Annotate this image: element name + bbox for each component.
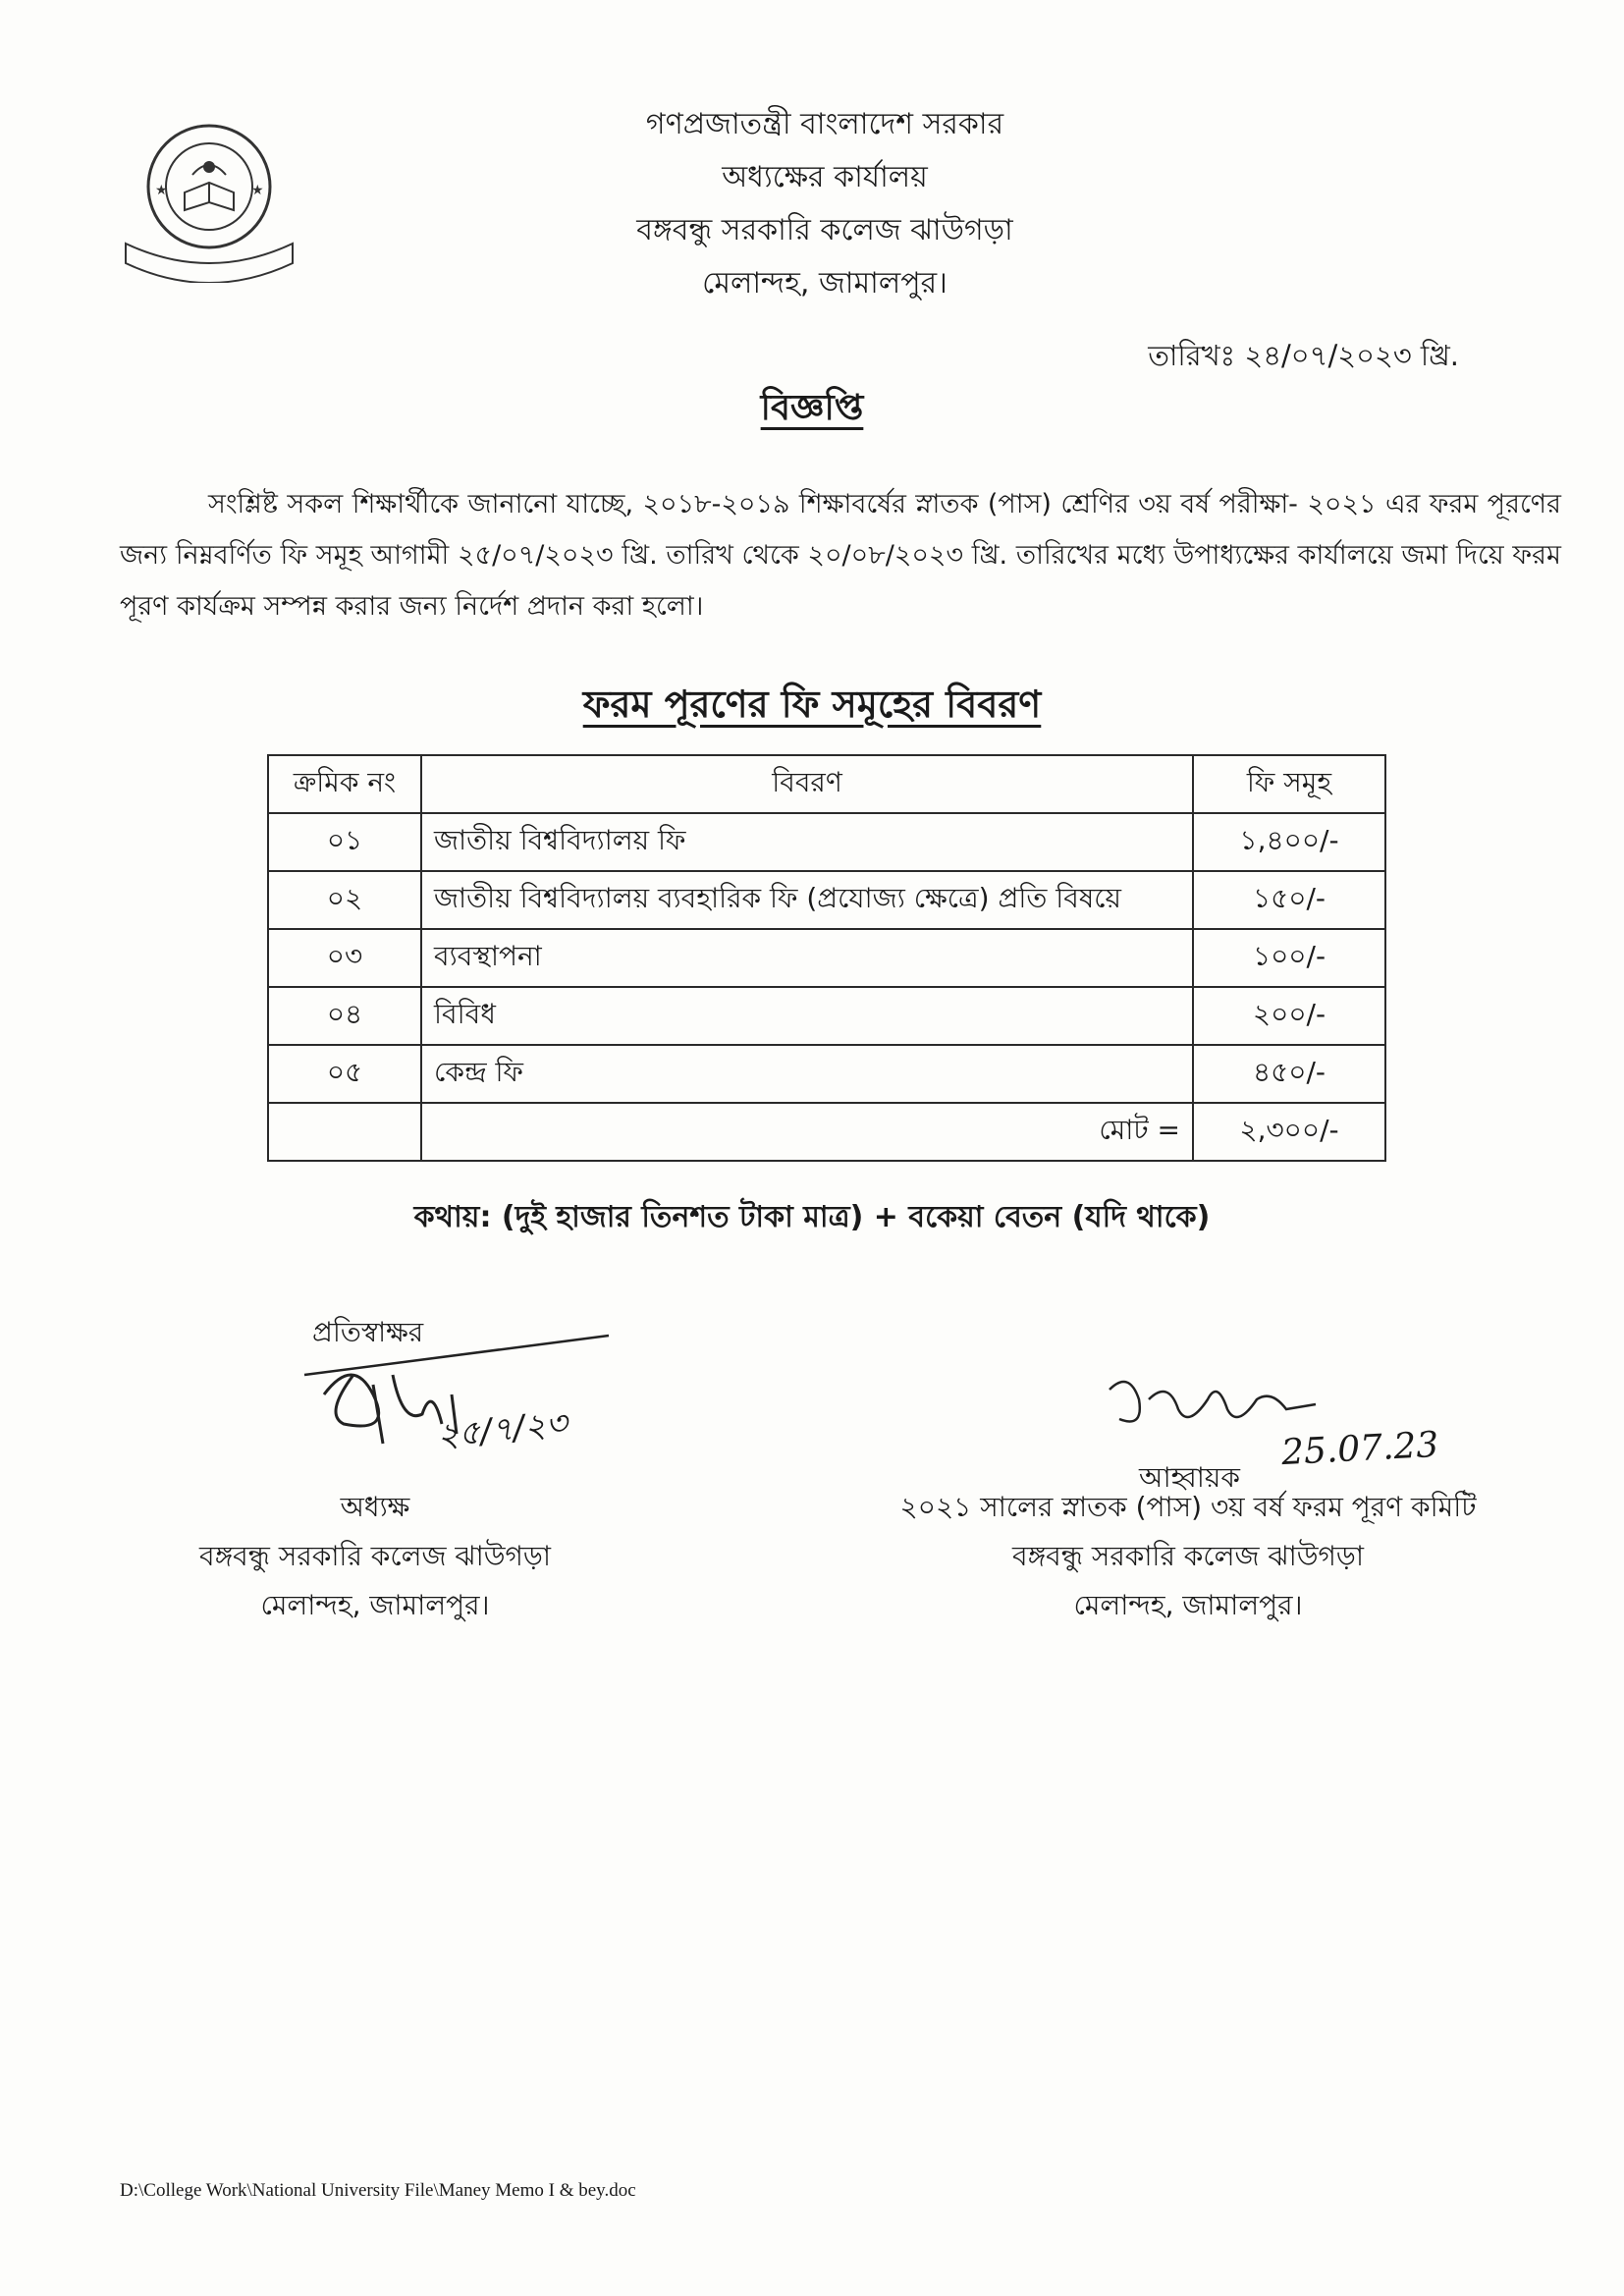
college-seal-icon <box>116 116 302 283</box>
notice-date: তারিখঃ ২৪/০৭/২০২৩ খ্রি. <box>1148 339 1459 372</box>
principal-place: মেলান্দহ, জামালপুর। <box>260 1589 490 1621</box>
office-line: অধ্যক্ষের কার্যালয় <box>722 160 928 194</box>
notice-title: বিজ্ঞপ্তি <box>760 388 864 428</box>
svg-text:★: ★ <box>251 183 264 198</box>
table-row <box>268 813 1385 871</box>
total-amount: ২,৩০০/- <box>1193 1103 1385 1161</box>
table-row <box>268 1045 1385 1103</box>
principal-signature-date: ২৫/৭/২৩ <box>435 1403 569 1456</box>
row-amount: ১৫০/- <box>1193 871 1385 929</box>
convener-signature-date: 25.07.23 <box>1280 1424 1440 1474</box>
total-empty-cell <box>268 1103 421 1161</box>
table-row <box>268 871 1385 929</box>
total-label: মোট = <box>421 1103 1193 1161</box>
row-serial: ০৫ <box>268 1045 421 1103</box>
convener-committee: ২০২১ সালের স্নাতক (পাস) ৩য় বর্ষ ফরম পূরণ কমিটি <box>899 1491 1477 1523</box>
convener-place: মেলান্দহ, জামালপুর। <box>1073 1589 1303 1621</box>
table-header-row <box>268 755 1385 813</box>
row-description: কেন্দ্র ফি <box>421 1045 1193 1103</box>
govt-line: গণপ্রজাতন্ত্রী বাংলাদেশ সরকার <box>645 107 1004 141</box>
fee-table-title: ফরম পূরণের ফি সমূহের বিবরণ <box>582 683 1042 726</box>
row-description: ব্যবস্থাপনা <box>421 929 1193 987</box>
row-amount: ২০০/- <box>1193 987 1385 1045</box>
row-serial: ০৩ <box>268 929 421 987</box>
countersign-label: প্রতিস্বাক্ষর <box>312 1316 424 1348</box>
principal-signature-block <box>169 1483 581 1630</box>
principal-org: বঙ্গবন্ধু সরকারি কলেজ ঝাউগড়া <box>199 1540 551 1572</box>
college-address: মেলান্দহ, জামালপুর। <box>702 266 947 301</box>
row-serial: ০৪ <box>268 987 421 1045</box>
notice-body: সংশ্লিষ্ট সকল শিক্ষার্থীকে জানানো যাচ্ছে, ২০১৮-২০১৯ শিক্ষাবর্ষের স্নাতক (পাস) শ্রেণির ৩য় বর্ষ পরীক্ষা- ২০২১ এর ফরম পূরণের জন্য নিম্নবর্ণিত ফি সমূহ আগামী ২৫/০৭/২০২৩ খ্রি. তারিখ থেকে ২০/০৮/২০২৩ খ্রি. তারিখের মধ্যে উপাধ্যক্ষের কার্যালয়ে জমা দিয়ে ফরম পূরণ কার্যক্রম সম্পন্ন করার জন্য নির্দেশ প্রদান করা হলো। <box>120 489 1561 622</box>
row-amount: ১০০/- <box>1193 929 1385 987</box>
row-amount: ৪৫০/- <box>1193 1045 1385 1103</box>
svg-text:★: ★ <box>155 183 168 198</box>
convener-role: আহ্বায়ক <box>1139 1461 1241 1494</box>
header-description: বিবরণ <box>421 755 1193 813</box>
amount-in-words: কথায়: (দুই হাজার তিনশত টাকা মাত্র) + বকেয়া বেতন (যদি থাকে) <box>413 1200 1211 1234</box>
convener-signature-block <box>854 1483 1522 1630</box>
row-serial: ০২ <box>268 871 421 929</box>
row-description: জাতীয় বিশ্ববিদ্যালয় ফি <box>421 813 1193 871</box>
table-row <box>268 929 1385 987</box>
college-name: বঙ্গবন্ধু সরকারি কলেজ ঝাউগড়া <box>636 213 1013 247</box>
convener-org: বঙ্গবন্ধু সরকারি কলেজ ঝাউগড়া <box>1012 1540 1364 1572</box>
college-seal <box>116 116 302 283</box>
row-description: বিবিধ <box>421 987 1193 1045</box>
table-row <box>268 987 1385 1045</box>
header-amount: ফি সমূহ <box>1193 755 1385 813</box>
row-amount: ১,৪০০/- <box>1193 813 1385 871</box>
total-row <box>268 1103 1385 1161</box>
file-path-footer: D:\College Work\National University File\Maney Memo I & bey.doc <box>120 2180 636 2201</box>
row-serial: ০১ <box>268 813 421 871</box>
header-serial: ক্রমিক নং <box>268 755 421 813</box>
fee-table <box>267 754 1386 1162</box>
letterhead <box>511 98 1139 310</box>
principal-role: অধ্যক্ষ <box>340 1491 410 1523</box>
row-description: জাতীয় বিশ্ববিদ্যালয় ব্যবহারিক ফি (প্রযোজ্য ক্ষেত্রে) প্রতি বিষয়ে <box>421 871 1193 929</box>
